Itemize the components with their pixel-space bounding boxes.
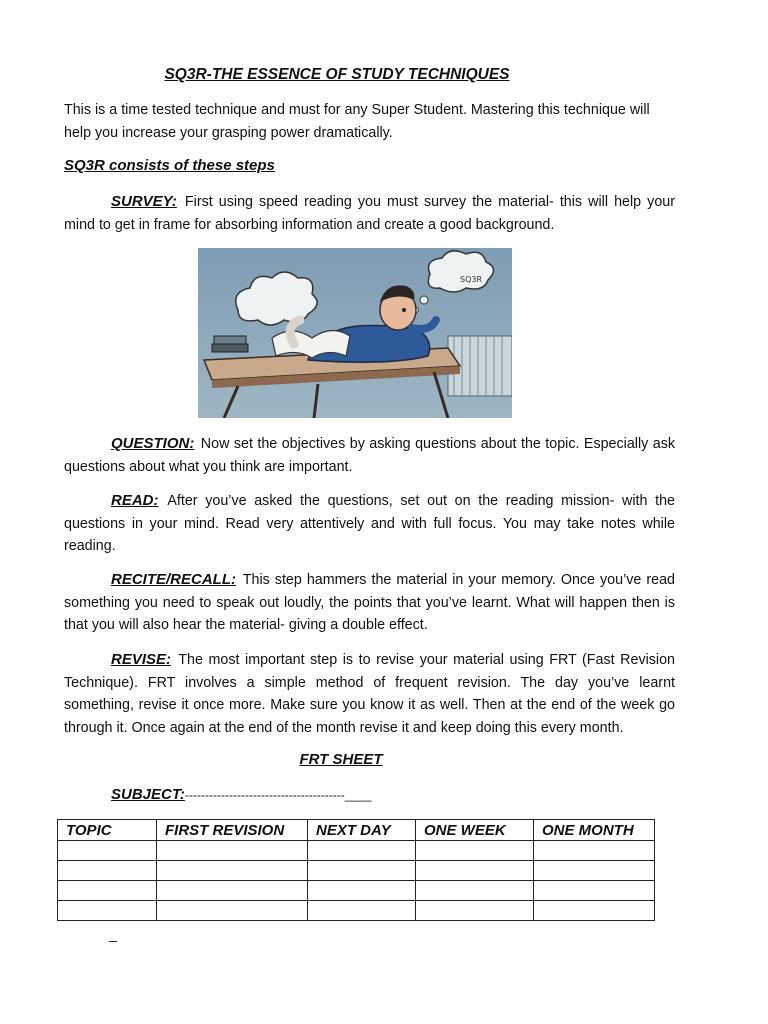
survey-paragraph	[64, 191, 675, 236]
table-cell	[416, 841, 534, 861]
recite-label: RECITE/RECALL:	[111, 571, 236, 588]
read-label: READ:	[111, 492, 159, 509]
table-cell	[157, 841, 308, 861]
subject-blank: ----------------------------------------____	[184, 788, 372, 802]
table-cell	[416, 861, 534, 881]
table-cell	[534, 881, 655, 901]
table-cell	[58, 881, 157, 901]
column-header: TOPIC	[58, 820, 157, 841]
revise-text: The most important step is to revise your material using FRT (Fast Revision Technique). FRT involves a simple method of frequent revision. The day you’ve learnt something, revise it once more. Make sure you know it as well. Then at the end of the week go through it. Once again at the end of the month revise it and keep doing this every month.	[64, 652, 675, 736]
table-row	[58, 841, 655, 861]
steps-heading: SQ3R consists of these steps	[64, 157, 275, 174]
table-row	[58, 901, 655, 921]
read-paragraph	[64, 490, 675, 558]
table-cell	[157, 881, 308, 901]
table-row	[58, 881, 655, 901]
table-header-row	[58, 820, 655, 841]
recite-paragraph	[64, 569, 675, 637]
table-cell	[58, 861, 157, 881]
recite-text: This step hammers the material in your memory. Once you’ve read something you need to speak out loudly, the points that you’ve learnt. What will happen then is that you will also hear the material- giving a double effect.	[64, 572, 675, 633]
table-cell	[416, 881, 534, 901]
table-cell	[534, 901, 655, 921]
table-cell	[534, 841, 655, 861]
frt-sheet-heading: FRT SHEET	[299, 751, 383, 768]
question-text: Now set the objectives by asking questions about the topic. Especially ask questions about what you think are important.	[64, 436, 675, 475]
frt-table	[57, 819, 655, 921]
study-illustration	[198, 248, 512, 418]
table-cell	[157, 861, 308, 881]
subject-line	[111, 786, 371, 803]
revise-label: REVISE:	[111, 651, 172, 668]
thought-cloud-text: SQ3R	[460, 275, 483, 284]
read-text: After you’ve asked the questions, set out on the reading mission- with the questions in your mind. Read very attentively and with full focus. You may take notes while reading.	[64, 493, 675, 554]
question-label: QUESTION:	[111, 435, 195, 452]
table-cell	[308, 881, 416, 901]
table-cell	[308, 901, 416, 921]
table-cell	[157, 901, 308, 921]
survey-text: First using speed reading you must survey the material- this will help your mind to get in frame for absorbing information and create a good background.	[64, 194, 675, 233]
column-header: FIRST REVISION	[157, 820, 308, 841]
table-cell	[308, 841, 416, 861]
table-cell	[58, 841, 157, 861]
table-cell	[534, 861, 655, 881]
trailing-mark: _	[109, 926, 117, 942]
illustration-graphic	[198, 248, 512, 418]
table-cell	[416, 901, 534, 921]
table-row	[58, 861, 655, 881]
column-header: NEXT DAY	[308, 820, 416, 841]
revise-paragraph	[64, 649, 675, 739]
column-header: ONE MONTH	[534, 820, 655, 841]
column-header: ONE WEEK	[416, 820, 534, 841]
document-title: SQ3R-THE ESSENCE OF STUDY TECHNIQUES	[164, 66, 510, 83]
table-cell	[308, 861, 416, 881]
table-cell	[58, 901, 157, 921]
subject-label: SUBJECT:	[111, 786, 185, 803]
question-paragraph	[64, 433, 675, 478]
intro-paragraph: This is a time tested technique and must for any Super Student. Mastering this technique will help you increase your grasping power dramatically.	[64, 102, 650, 141]
survey-label: SURVEY:	[111, 193, 177, 210]
